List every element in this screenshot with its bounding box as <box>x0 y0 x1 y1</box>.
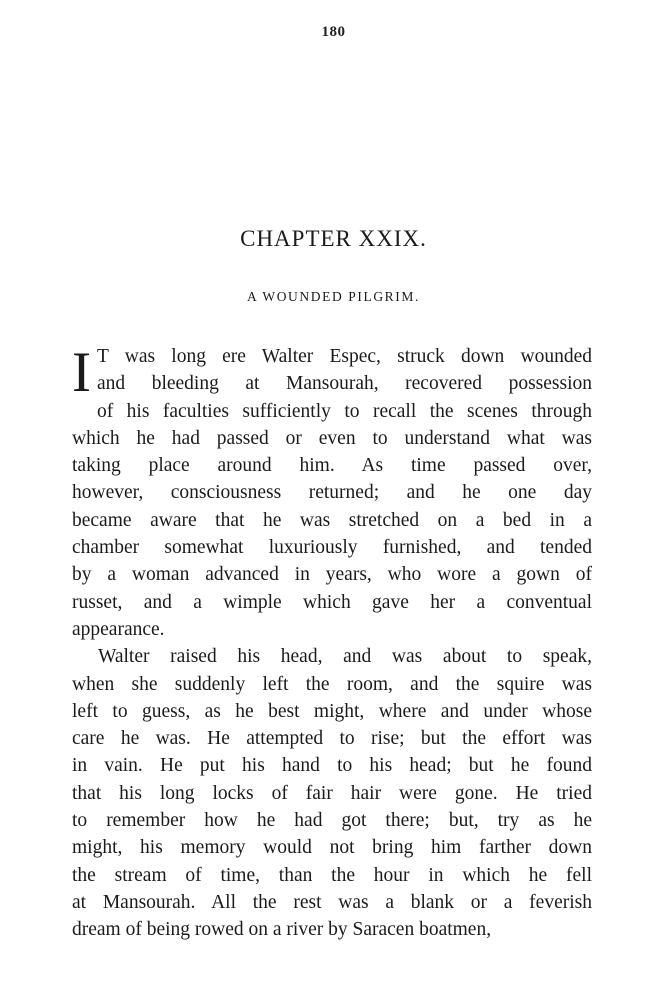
text-line: appearance. <box>72 618 165 640</box>
paragraph-2 <box>72 643 592 943</box>
text-line: which he had passed or even to understand what was <box>72 427 592 449</box>
page-number: 180 <box>321 24 346 40</box>
text-line: and bleeding at Mansourah, recovered possession <box>96 373 592 395</box>
text-line: when she suddenly left the room, and the squire was <box>72 673 592 695</box>
chapter-title: CHAPTER XXIX. <box>240 226 427 251</box>
chapter-body <box>72 343 592 944</box>
text-line: however, consciousness returned; and he one day <box>72 482 592 504</box>
text-line: dream of being rowed on a river by Saracen boatmen, <box>72 919 492 941</box>
text-line: left to guess, as he best might, where and under whose <box>72 700 592 722</box>
text-line: that his long locks of fair hair were gone. He tried <box>72 782 592 804</box>
paragraph-1 <box>72 343 592 643</box>
text-line: might, his memory would not bring him farther down <box>72 837 592 859</box>
text-line: at Mansourah. All the rest was a blank or a feverish <box>72 891 592 913</box>
text-line: the stream of time, than the hour in which he fell <box>72 864 592 886</box>
text-line: by a woman advanced in years, who wore a gown of <box>72 564 592 586</box>
text-line: became aware that he was stretched on a bed in a <box>72 509 592 531</box>
text-line: care he was. He attempted to rise; but the effort was <box>72 728 592 750</box>
text-line: chamber somewhat luxuriously furnished, and tended <box>72 537 592 559</box>
text-line: T was long ere Walter Espec, struck down wounded <box>96 346 592 367</box>
text-line: taking place around him. As time passed over, <box>72 455 592 477</box>
text-line: to remember how he had got there; but, try as he <box>72 810 592 832</box>
text-line: in vain. He put his hand to his head; but he found <box>72 755 592 777</box>
text-line: of his faculties sufficiently to recall the scenes through <box>96 400 592 422</box>
chapter-subtitle: A WOUNDED PILGRIM. <box>247 289 420 304</box>
text-line: russet, and a wimple which gave her a conventual <box>72 591 592 613</box>
drop-cap: I <box>72 341 91 404</box>
text-line: Walter raised his head, and was about to speak, <box>98 646 592 668</box>
